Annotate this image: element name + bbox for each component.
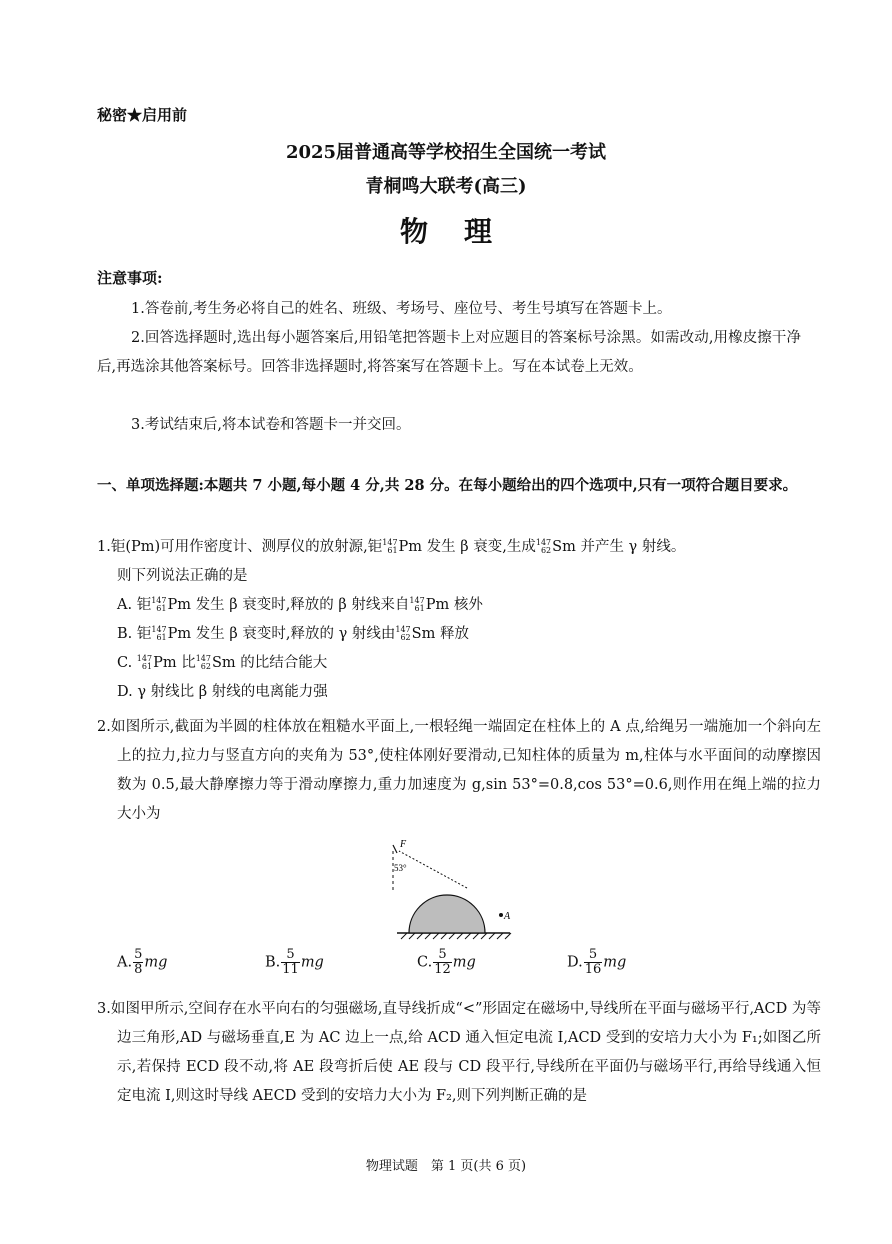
subject-title: 物理 xyxy=(399,215,528,248)
force-arrow xyxy=(393,845,397,853)
angle-label: 53° xyxy=(394,863,407,873)
nuclide-sm: 147 62 xyxy=(535,538,552,555)
notice-heading: 注意事项: xyxy=(97,269,163,287)
rope xyxy=(399,851,467,888)
q2-option-c: C. $\frac{5}{12}$ mg xyxy=(417,947,476,977)
point-label: A xyxy=(504,911,511,922)
q2-option-d: D. $\frac{5}{16}$ mg xyxy=(567,947,627,977)
point-a-marker xyxy=(499,913,503,917)
q1-option-c: C. 147 61 Pm 比 147 62 Sm 的比结合能大 xyxy=(117,654,328,671)
q2-option-a: A. $\frac{5}{8}$ mg xyxy=(117,947,168,977)
q2-options xyxy=(97,948,801,988)
question-2-stem: 2.如图所示,截面为半圆的柱体放在粗糙水平面上,一根轻绳一端固定在柱体上的 A 点,给绳另一端施加一个斜向左上的拉力,拉力与竖直方向的夹角为 53°,使柱体刚好要滑动,已知柱体的质量为 m,柱体与水平面间的动摩擦因数为 0.5,最大静摩擦力等于滑动摩擦力,重力加速度为 g,sin 53°=0.8,cos 53°=0.6,则作用在绳上端的拉力大小为 xyxy=(97,719,821,822)
ground-hatch xyxy=(401,933,511,939)
notice-item-3: 3.考试结束后,将本试卷和答题卡一并交回。 xyxy=(131,417,411,433)
q1-option-a: A. 钜 147 61 Pm 发生 β 衰变时,释放的 β 射线来自 147 61 Pm 核外 xyxy=(117,596,483,613)
section-heading: 一、单项选择题:本题共 7 小题,每小题 4 分,共 28 分。在每小题给出的四个选项中,只有一项符合题目要求。 xyxy=(97,477,798,494)
exam-title: 2025届普通高等学校招生全国统一考试 xyxy=(285,142,607,163)
q2-figure xyxy=(385,835,515,945)
nuclide-pm: 147 61 xyxy=(382,538,398,555)
q1-stem-line1: 1.钜(Pm)可用作密度计、测厚仪的放射源,钜 147 61 Pm 发生 β 衰变,生成 147 62 Sm 并产生 γ 射线。 xyxy=(97,538,686,555)
q2-option-b: B. $\frac{5}{11}$ mg xyxy=(265,947,324,977)
q1-stem-line2: 则下列说法正确的是 xyxy=(117,568,248,584)
question-3-stem: 3.如图甲所示,空间存在水平向右的匀强磁场,直导线折成“<”形固定在磁场中,导线所在平面与磁场平行,ACD 为等边三角形,AD 与磁场垂直,E 为 AC 边上一点,给 ACD 通入恒定电流 I,ACD 受到的安培力大小为 F₁;如图乙所示,若保持 ECD 段不动,将 AE 段弯折后使 AE 段与 CD 段平行,导线所在平面仍与磁场平行,再给导线通入恒定电流 I,则这时导线 AECD 受到的安培力大小为 F₂,则下列判断正确的是 xyxy=(97,1001,821,1104)
exam-subtitle: 青桐鸣大联考(高三) xyxy=(365,176,527,197)
half-cylinder xyxy=(409,895,485,933)
question-1 xyxy=(97,533,801,707)
q1-option-d: D. γ 射线比 β 射线的电离能力强 xyxy=(117,684,328,700)
q1-option-b: B. 钜 147 61 Pm 发生 β 衰变时,释放的 γ 射线由 147 62 Sm 释放 xyxy=(117,625,469,642)
notice-item-2: 2.回答选择题时,选出每小题答案后,用铅笔把答题卡上对应题目的答案标号涂黑。如需改动,用橡皮擦干净后,再选涂其他答案标号。回答非选择题时,将答案写在答题卡上。写在本试卷上无效。 xyxy=(97,330,801,375)
page-footer: 物理试题 第 1 页(共 6 页) xyxy=(365,1159,527,1174)
notice-item-1: 1.答卷前,考生务必将自己的姓名、班级、考场号、座位号、考生号填写在答题卡上。 xyxy=(131,301,672,317)
force-label: F xyxy=(400,839,407,850)
confidential-label: 秘密★启用前 xyxy=(97,106,188,124)
